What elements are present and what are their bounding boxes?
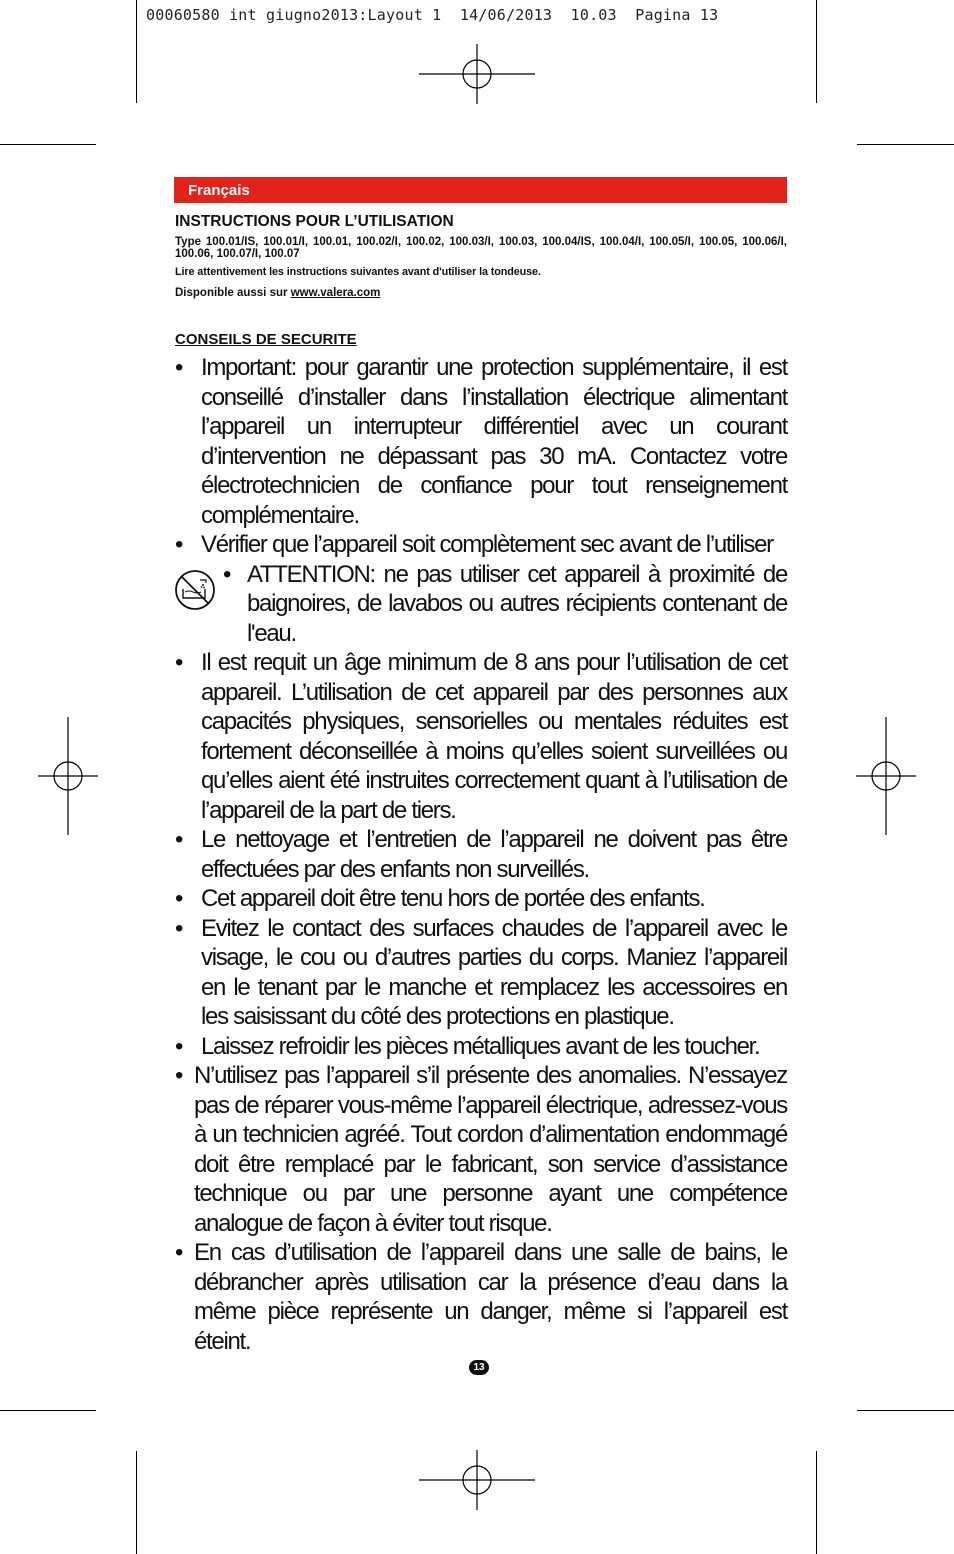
bullet-symbol: • [175,354,183,381]
bullet-item [175,884,787,914]
bullet-item [175,1061,787,1238]
bullet-text: Evitez le contact des surfaces chaudes de l’appareil avec le visage, le cou ou d’autres parties du corps. Maniez l’appareil en le tenant par le manche et remplacez les accessoires en les saisissant du côté des protections en plastique. [201,914,787,1030]
crop-mark-top-left-vertical [136,0,137,103]
bullet-symbol: • [175,649,183,676]
bullet-text: ATTENTION: ne pas utiliser cet appareil à proximité de baignoires, de lavabos ou autres récipients contenant de l'eau. [247,560,787,647]
bullet-symbol: • [175,1032,183,1060]
bullet-text: Le nettoyage et l’entretien de l’appareil ne doivent pas être effectuées par des enfants non surveillés. [201,826,787,883]
section-title: CONSEILS DE SECURITE [175,331,357,348]
bullet-text: Important: pour garantir une protection supplémentaire, il est conseillé d’installer dans l’installation électrique alimentant l’appareil un interrupteur différentiel avec un courant d’intervention ne dépassant pas 30 mA. Contactez votre électrotechnicien de confiance pour tout renseignement complémentaire. [201,354,787,529]
bullet-text: N’utilisez pas l’appareil s’il présente des anomalies. N’essayez pas de réparer vous-même l’appareil électrique, adressez-vous à un technicien agréé. Tout cordon d’alimentation endommagé doit être remplacé par le fabricant, son service d’assistance technique ou par une personne ayant une compétence analogue de façon à éviter tout risque. [194,1062,787,1237]
safety-bullet-list [175,353,787,1356]
bullet-item [175,648,787,825]
bullet-item [175,1032,787,1062]
bullet-text: Vérifier que l’appareil soit complètement sec avant de l’utiliser [201,531,773,558]
crop-mark-bottom-left-horizontal [0,1410,96,1411]
bullet-item [175,353,787,530]
website-link[interactable]: www.valera.com [290,287,381,299]
bullet-item [175,1238,787,1356]
bullet-symbol: • [175,885,183,912]
no-bathtub-water-icon [173,568,217,612]
bullet-symbol: • [223,560,231,588]
model-types: Type 100.01/IS, 100.01/I, 100.01, 100.02/I, 100.02, 100.03/I, 100.03, 100.04/IS, 100.04/I, 100.05/I, 100.05, 100.06/I, 100.06, 100.07/I, 100.07 [175,236,787,260]
bullet-text: Cet appareil doit être tenu hors de portée des enfants. [201,885,705,912]
bullet-item [175,530,787,560]
bullet-text: Il est requit un âge minimum de 8 ans pour l’utilisation de cet appareil. L’utilisation de cet appareil par des personnes aux capacités physiques, sensorielles ou mentales réduites est fortement déconseillée à moins qu’elles soient surveillées ou qu’elles aient été instruites correctement quant à l’utilisation de l’appareil de la part de tiers. [201,649,787,824]
bullet-item [175,825,787,884]
registration-mark-left [38,717,98,835]
bullet-item-warning [175,560,787,649]
read-notice: Lire attentivement les instructions suivantes avant d'utiliser la tondeuse. [175,266,541,278]
crop-mark-top-left-horizontal [0,144,96,145]
bullet-symbol: • [175,914,183,942]
bullet-text: Laissez refroidir les pièces métalliques avant de les toucher. [201,1032,760,1060]
bullet-symbol: • [175,1239,183,1266]
registration-mark-bottom [419,1450,535,1510]
bullet-text: En cas d’utilisation de l’appareil dans une salle de bains, le débrancher après utilisation car la présence d’eau dans la même pièce représente un danger, même si l’appareil est éteint. [194,1239,787,1355]
crop-mark-bottom-left-vertical [136,1451,137,1554]
availability-prefix: Disponible aussi sur [175,287,288,299]
crop-mark-top-right-vertical [816,0,817,103]
availability-line [175,287,380,299]
language-bar [174,177,787,203]
crop-mark-top-right-horizontal [857,144,954,145]
crop-mark-bottom-right-vertical [816,1451,817,1554]
document-title: INSTRUCTIONS POUR L’UTILISATION [175,213,454,230]
page-number: 13 [469,1360,489,1375]
language-label: Français [188,182,250,199]
bullet-item [175,914,787,1032]
registration-mark-right [856,717,916,835]
printer-slug: 00060580 int giugno2013:Layout 1 14/06/2013 10.03 Pagina 13 [146,6,719,24]
bullet-symbol: • [175,531,183,558]
registration-mark-top [419,44,535,104]
crop-mark-bottom-right-horizontal [857,1410,954,1411]
bullet-symbol: • [175,1062,183,1089]
bullet-symbol: • [175,826,183,853]
